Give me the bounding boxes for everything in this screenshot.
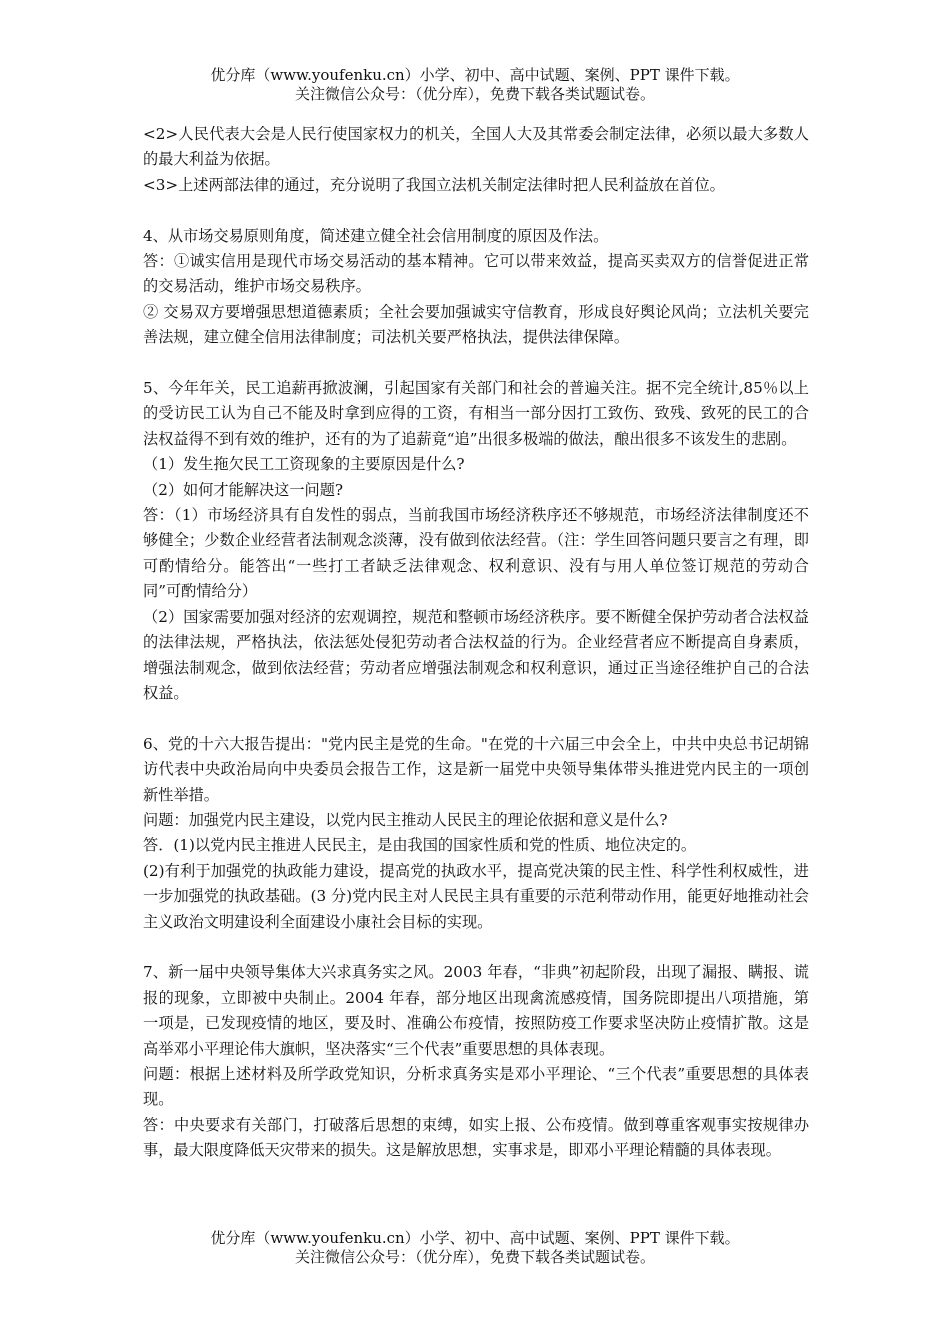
footer-line-2: 关注微信公众号：（优分库），免费下载各类试题试卷。 xyxy=(294,1248,655,1266)
page-header xyxy=(0,66,950,104)
q6-answer-2: (2)有利于加强党的执政能力建设，提高党的执政水平，提高党决策的民主性、科学性利权威性，进一步加强党的执政基础。(3 分)党内民主对人民民主具有重要的示范利带动作用，能更好地推动社会主义政治文明建设利全面建设小康社会目标的实现。 xyxy=(143,861,809,931)
footer-line-1: 优分库（www.youfenku.cn）小学、初中、高中试题、案例、PPT 课件下载。 xyxy=(210,1229,740,1247)
q4-question: 4、从市场交易原则角度，简述建立健全社会信用制度的原因及作法。 xyxy=(143,226,609,245)
q5-material: 5、今年年关，民工追薪再掀波澜，引起国家有关部门和社会的普遍关注。据不完全统计,85％以上的受访民工认为自己不能及时拿到应得的工资，有相当一部分因打工致伤、致残、致死的民工的合法权益得不到有效的维护，还有的为了追薪竟“追”出很多极端的做法，酿出很多不该发生的悲剧。 xyxy=(143,379,809,448)
header-line-2: 关注微信公众号：（优分库），免费下载各类试题试卷。 xyxy=(294,85,655,103)
q7-question: 问题：根据上述材料及所学政党知识，分析求真务实是邓小平理论、“三个代表”重要思想的具体表现。 xyxy=(143,1064,809,1109)
q7-material: 7、新一届中央领导集体大兴求真务实之风。2003 年春，“非典”初起阶段，出现了漏报、瞒报、谎报的现象，立即被中央制止。2004 年春，部分地区出现禽流感疫情，国务院即提出八项措施，第一项是，已发现疫情的地区，要及时、准确公布疫情，按照防疫工作要求坚决防止疫情扩散。这是高举邓小平理论伟大旗帜，坚决落实“三个代表”重要思想的具体表现。 xyxy=(143,963,809,1058)
spacer xyxy=(143,706,809,731)
q5-answer-1: 答：（1）市场经济具有自发性的弱点，当前我国市场经济秩序还不够规范，市场经济法律制度还不够健全；少数企业经营者法制观念淡薄，没有做到依法经营。（注：学生回答问题只要言之有理，即可酌情给分。能答出“一些打工者缺乏法律观念、权利意识、没有与用人单位签订规范的劳动合同”可酌情给分） xyxy=(143,506,809,601)
q5-sub-question-1: （1）发生拖欠民工工资现象的主要原因是什么? xyxy=(143,455,465,474)
q5-sub-question-2: （2）如何才能解决这一问题? xyxy=(143,480,344,499)
spacer xyxy=(143,935,809,960)
q6-question: 问题：加强党内民主建设，以党内民主推动人民民主的理论依据和意义是什么? xyxy=(143,810,668,829)
spacer xyxy=(143,198,809,223)
document-body xyxy=(143,122,809,1164)
q6-answer-1: 答．(1)以党内民主推进人民民主，是由我国的国家性质和党的性质、地位决定的。 xyxy=(143,836,697,855)
header-line-1: 优分库（www.youfenku.cn）小学、初中、高中试题、案例、PPT 课件下载。 xyxy=(210,66,740,84)
q6-material: 6、党的十六大报告提出："党内民主是党的生命。"在党的十六届三中会全上，中共中央总书记胡锦访代表中央政治局向中央委员会报告工作，这是新一届党中央领导集体带头推进党内民主的一项创新性举措。 xyxy=(143,734,809,804)
q4-answer-1: 答：①诚实信用是现代市场交易活动的基本精神。它可以带来效益，提高买卖双方的信誉促进正常的交易活动，维护市场交易秩序。 xyxy=(143,252,809,296)
section3-point-2: <2>人民代表大会是人民行使国家权力的机关，全国人大及其常委会制定法律，必须以最大多数人的最大利益为依据。 xyxy=(143,125,809,169)
q5-answer-2: （2）国家需要加强对经济的宏观调控，规范和整顿市场经济秩序。要不断健全保护劳动者合法权益的法律法规，严格执法，依法惩处侵犯劳动者合法权益的行为。企业经营者应不断提高自身素质，增强法制观念，做到依法经营；劳动者应增强法制观念和权利意识，通过正当途径维护自己的合法权益。 xyxy=(143,607,809,702)
q4-answer-2: ② 交易双方要增强思想道德素质；全社会要加强诚实守信教育，形成良好舆论风尚；立法机关要完善法规，建立健全信用法律制度；司法机关要严格执法，提供法律保障。 xyxy=(143,302,809,347)
page-footer xyxy=(0,1229,950,1267)
q7-answer: 答：中央要求有关部门，打破落后思想的束缚，如实上报、公布疫情。做到尊重客观事实按规律办事，最大限度降低天灾带来的损失。这是解放思想，实事求是，即邓小平理论精髓的具体表现。 xyxy=(143,1115,809,1160)
section3-point-3: <3>上述两部法律的通过，充分说明了我国立法机关制定法律时把人民利益放在首位。 xyxy=(143,175,725,194)
spacer xyxy=(143,351,809,376)
